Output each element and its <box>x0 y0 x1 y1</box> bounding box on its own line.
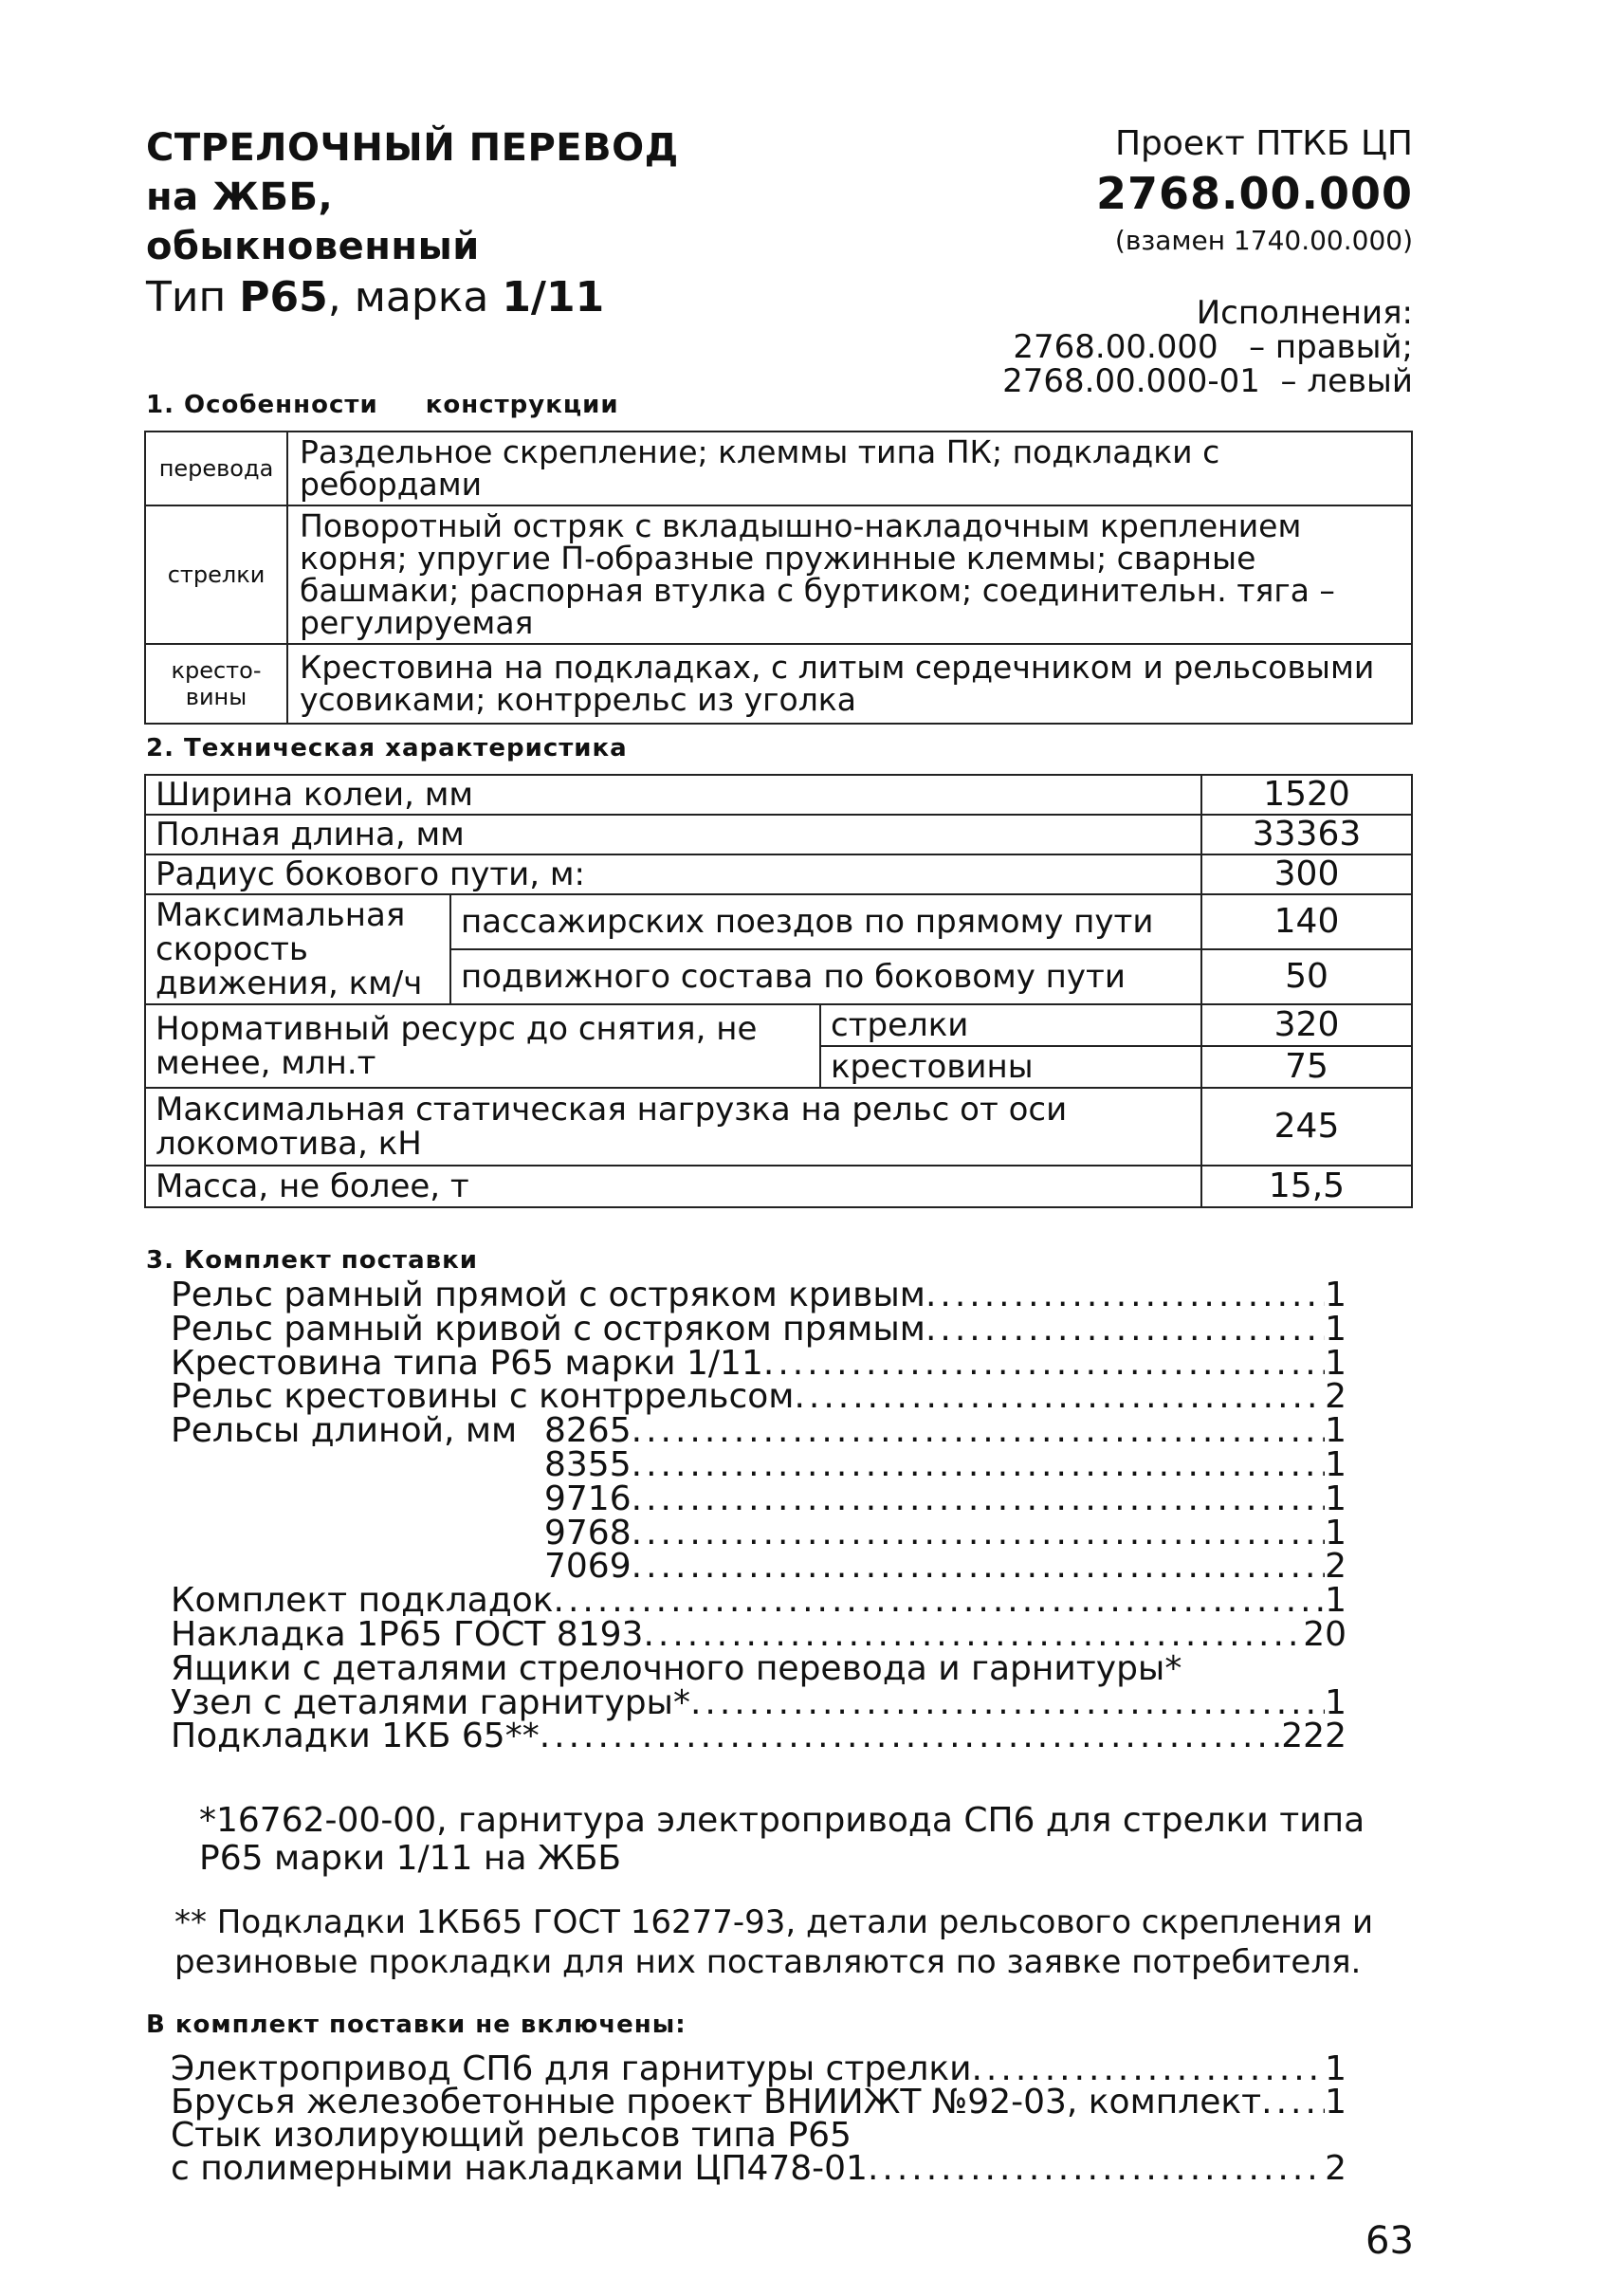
list-item: Рельс крестовины с контррельсом ..... 2 <box>171 1380 1346 1414</box>
list-item: Комплект подкладок ..... 1 <box>171 1584 1346 1618</box>
project-label: Проект ПТКБ ЦП <box>1114 124 1413 163</box>
list-item: Узел с деталями гарнитуры* ..... 1 <box>171 1686 1346 1720</box>
list-item: с полимерными накладками ЦП478-01 ..... 2 <box>171 2152 1346 2185</box>
speed-side-label: подвижного состава по боковому пути <box>450 949 1201 1004</box>
project-number: 2768.00.000 <box>1095 168 1413 219</box>
resource-frog-label: крестовины <box>820 1046 1201 1088</box>
speed-passenger-label: пассажирских поездов по прямому пути <box>450 894 1201 949</box>
load-label: Максимальная статическая нагрузка на рельс от оси локомотива, кН <box>145 1088 1201 1166</box>
title-line-2: на ЖББ, <box>146 175 334 219</box>
list-item: 7069 ..... 2 <box>171 1550 1346 1584</box>
list-item: 9768 ..... 1 <box>171 1516 1346 1551</box>
table-row <box>145 505 1412 644</box>
mass-label: Масса, не более, т <box>145 1166 1201 1207</box>
row-text: Крестовина на подкладках, с литым сердечником и рельсовыми усовиками; контррельс из уголка <box>287 644 1412 724</box>
footnote-1: *16762-00-00, гарнитура электропривода СП6 для стрелки типа Р65 марки 1/11 на ЖББ <box>199 1801 1365 1878</box>
tech-spec-table <box>144 774 1413 1208</box>
list-item: Брусья железобетонные проект ВНИИЖТ №92-03, комплект ..... 1 <box>171 2085 1346 2119</box>
variants-block <box>749 296 1413 398</box>
row-label: кресто-вины <box>145 644 287 724</box>
list-item: Подкладки 1КБ 65** ..... 222 <box>171 1719 1346 1754</box>
section-1-num: 1. Особенности <box>146 391 378 419</box>
gauge-label: Ширина колеи, мм <box>145 775 1201 815</box>
table-row <box>145 644 1412 724</box>
table-row <box>145 1088 1412 1166</box>
table-row <box>145 815 1412 854</box>
section-2-heading: 2. Техническая характеристика <box>146 734 628 762</box>
variants-title: Исполнения: <box>1196 294 1413 332</box>
delivery-kit-list <box>171 1278 1346 1754</box>
variant-left: 2768.00.000-01 – левый <box>1002 362 1413 400</box>
table-row <box>145 1166 1412 1207</box>
list-item: Электропривод СП6 для гарнитуры стрелки ..... 1 <box>171 2052 1346 2085</box>
project-block <box>844 121 1413 262</box>
list-item: Накладка 1Р65 ГОСТ 8193 ..... 20 <box>171 1618 1346 1652</box>
document-title <box>146 123 810 324</box>
speed-side-value: 50 <box>1201 949 1412 1004</box>
type-value: Р65 <box>239 273 328 321</box>
mass-value: 15,5 <box>1201 1166 1412 1207</box>
table-row <box>145 1004 1412 1046</box>
load-value: 245 <box>1201 1088 1412 1166</box>
row-text: Поворотный остряк с вкладышно-накладочным креплением корня; упругие П-образные пружинные клеммы; сварные башмаки; распорная втулка с буртиком; соединительн. тяга – регулируемая <box>287 505 1412 644</box>
type-prefix: Тип <box>146 273 240 321</box>
speed-passenger-value: 140 <box>1201 894 1412 949</box>
radius-label: Радиус бокового пути, м: <box>145 854 1201 894</box>
excluded-heading: В комплект поставки не включены: <box>146 2011 687 2039</box>
table-row <box>145 894 1412 949</box>
list-item: Рельсы длиной, мм 8265 ..... 1 <box>171 1414 1346 1448</box>
list-item: Стык изолирующий рельсов типа Р65 <box>171 2116 852 2155</box>
title-line-1: СТРЕЛОЧНЫЙ ПЕРЕВОД <box>146 126 679 170</box>
resource-switch-value: 320 <box>1201 1004 1412 1046</box>
row-label: стрелки <box>145 505 287 644</box>
title-type-line <box>146 271 810 324</box>
project-replaces: (взамен 1740.00.000) <box>1114 225 1413 256</box>
section-1-title: конструкции <box>425 391 619 419</box>
title-line-3: обыкновенный <box>146 225 480 268</box>
table-row <box>145 854 1412 894</box>
mark-value: 1/11 <box>502 273 605 321</box>
page-number: 63 <box>1365 2219 1414 2263</box>
list-item: 9716 ..... 1 <box>171 1482 1346 1516</box>
rails-label: Рельсы длиной, мм <box>171 1411 518 1451</box>
excluded-list <box>171 2049 1346 2188</box>
variant-right: 2768.00.000 – правый; <box>1013 328 1413 366</box>
list-item: Крестовина типа Р65 марки 1/11 ..... 1 <box>171 1347 1346 1381</box>
section-3-heading: 3. Комплект поставки <box>146 1246 478 1275</box>
row-label: перевода <box>145 432 287 505</box>
gauge-value: 1520 <box>1201 775 1412 815</box>
construction-table <box>144 431 1413 725</box>
mark-prefix: , марка <box>327 273 503 321</box>
list-item: Рельс рамный прямой с остряком кривым ..... 1 <box>171 1278 1346 1313</box>
row-text: Раздельное скрепление; клеммы типа ПК; подкладки с ребордами <box>287 432 1412 505</box>
list-item: 8355 ..... 1 <box>171 1448 1346 1482</box>
length-value: 33363 <box>1201 815 1412 854</box>
list-item: Рельс рамный кривой с остряком прямым ..... 1 <box>171 1313 1346 1347</box>
resource-switch-label: стрелки <box>820 1004 1201 1046</box>
length-label: Полная длина, мм <box>145 815 1201 854</box>
resource-label: Нормативный ресурс до снятия, не менее, млн.т <box>145 1004 820 1088</box>
footnote-2: ** Подкладки 1КБ65 ГОСТ 16277-93, детали рельсового скрепления и резиновые прокладки для них поставляются по заявке потребителя. <box>174 1903 1374 1981</box>
speed-label: Максимальная скорость движения, км/ч <box>145 894 450 1004</box>
radius-value: 300 <box>1201 854 1412 894</box>
list-item: Ящики с деталями стрелочного перевода и гарнитуры* <box>171 1648 1182 1688</box>
resource-frog-value: 75 <box>1201 1046 1412 1088</box>
section-1-heading <box>146 391 619 419</box>
table-row <box>145 432 1412 505</box>
table-row <box>145 775 1412 815</box>
